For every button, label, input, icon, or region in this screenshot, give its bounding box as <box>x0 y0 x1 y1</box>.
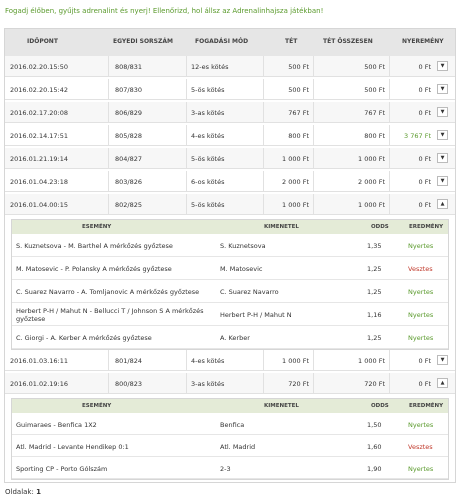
outcome: Benfica <box>220 421 245 429</box>
column-divider <box>108 102 109 123</box>
event-name: Sporting CP - Porto Gólszám <box>16 465 108 473</box>
col-header-date: IDŐPONT <box>27 38 58 45</box>
bet-total: 2 000 Ft <box>358 178 385 186</box>
column-divider <box>108 373 109 394</box>
details-col-header: EREDMÉNY <box>409 403 444 409</box>
pagination <box>5 488 41 496</box>
outcome: S. Kuznetsova <box>220 242 266 250</box>
bet-mode: 5-ös kötés <box>191 201 225 209</box>
bet-mode: 6-os kötés <box>191 178 225 186</box>
column-divider <box>389 171 390 192</box>
bet-date: 2016.02.20.15:50 <box>10 63 69 71</box>
column-divider <box>108 194 109 215</box>
bet-date: 2016.01.02.19:16 <box>10 380 69 388</box>
event-name: C. Suarez Navarro - A. Tomljanovic A mérkőzés győztese <box>16 288 200 296</box>
col-header-id: EGYEDI SORSZÁM <box>113 38 173 45</box>
odds: 1,50 <box>367 421 382 429</box>
outcome: Atl. Madrid <box>220 443 256 451</box>
bet-date: 2016.01.03.16:11 <box>10 357 69 365</box>
table-row <box>5 171 455 192</box>
column-divider <box>186 148 187 169</box>
table-row <box>5 148 455 169</box>
bet-winnings: 0 Ft <box>418 155 431 163</box>
expand-toggle-button[interactable]: ▼ <box>437 130 448 140</box>
bet-winnings: 0 Ft <box>418 178 431 186</box>
col-header-win: NYEREMÉNY <box>402 38 444 45</box>
bet-stake: 1 000 Ft <box>282 201 309 209</box>
column-divider <box>186 102 187 123</box>
bet-winnings: 3 767 Ft <box>404 132 431 140</box>
pager-label: Oldalak: <box>5 488 34 496</box>
column-divider <box>186 373 187 394</box>
bet-stake: 500 Ft <box>288 86 309 94</box>
pager-current-page[interactable]: 1 <box>36 488 41 496</box>
column-divider <box>313 148 314 169</box>
column-divider <box>108 125 109 146</box>
odds: 1,25 <box>367 288 382 296</box>
column-divider <box>263 350 264 371</box>
bet-mode: 5-ös kötés <box>191 86 225 94</box>
outcome: M. Matosevic <box>220 265 263 273</box>
bet-id: 804/827 <box>115 155 143 163</box>
event-name: Atl. Madrid - Levante Hendikep 0:1 <box>16 443 129 451</box>
details-col-header: KIMENETEL <box>264 224 299 230</box>
bet-id: 803/826 <box>115 178 143 186</box>
column-divider <box>263 79 264 100</box>
table-header <box>5 29 455 56</box>
event-name: S. Kuznetsova - M. Barthel A mérkőzés győztese <box>16 242 173 250</box>
column-divider <box>263 171 264 192</box>
table-row <box>5 79 455 100</box>
bet-winnings: 0 Ft <box>418 380 431 388</box>
column-divider <box>263 194 264 215</box>
column-divider <box>313 171 314 192</box>
details-row <box>12 303 448 326</box>
result-badge: Nyertes <box>408 288 434 296</box>
bet-total: 500 Ft <box>364 86 385 94</box>
bet-id: 802/825 <box>115 201 143 209</box>
expand-toggle-button[interactable]: ▼ <box>437 107 448 117</box>
bet-mode: 3-as kötés <box>191 109 225 117</box>
details-col-header: ODDS <box>371 403 389 409</box>
column-divider <box>389 373 390 394</box>
column-divider <box>186 194 187 215</box>
bet-total: 500 Ft <box>364 63 385 71</box>
details-row <box>12 257 448 280</box>
outcome: A. Kerber <box>220 334 250 342</box>
column-divider <box>389 56 390 77</box>
details-row <box>12 413 448 435</box>
outcome: Herbert P-H / Mahut N <box>220 311 292 319</box>
bet-total: 720 Ft <box>364 380 385 388</box>
column-divider <box>186 79 187 100</box>
bet-winnings: 0 Ft <box>418 109 431 117</box>
bet-mode: 4-es kötés <box>191 132 225 140</box>
column-divider <box>389 350 390 371</box>
outcome: 2-3 <box>220 465 231 473</box>
bet-stake: 500 Ft <box>288 63 309 71</box>
bet-stake: 800 Ft <box>288 132 309 140</box>
column-divider <box>313 79 314 100</box>
details-col-header: EREDMÉNY <box>409 224 444 230</box>
odds: 1,25 <box>367 265 382 273</box>
bet-total: 1 000 Ft <box>358 357 385 365</box>
details-col-header: ESEMÉNY <box>82 224 112 230</box>
odds: 1,60 <box>367 443 382 451</box>
column-divider <box>389 148 390 169</box>
result-badge: Vesztes <box>408 265 433 273</box>
expand-toggle-button[interactable]: ▼ <box>437 153 448 163</box>
details-row <box>12 280 448 303</box>
table-row <box>5 373 455 394</box>
event-name: Guimaraes - Benfica 1X2 <box>16 421 97 429</box>
bet-mode: 5-ös kötés <box>191 155 225 163</box>
column-divider <box>313 102 314 123</box>
bet-stake: 1 000 Ft <box>282 155 309 163</box>
column-divider <box>313 373 314 394</box>
column-divider <box>313 125 314 146</box>
bet-winnings: 0 Ft <box>418 201 431 209</box>
bet-total: 1 000 Ft <box>358 201 385 209</box>
details-col-header: ESEMÉNY <box>82 403 112 409</box>
bet-stake: 720 Ft <box>288 380 309 388</box>
odds: 1,16 <box>367 311 382 319</box>
bet-total: 1 000 Ft <box>358 155 385 163</box>
column-divider <box>389 79 390 100</box>
odds: 1,25 <box>367 334 382 342</box>
details-header <box>12 220 448 234</box>
result-badge: Nyertes <box>408 421 434 429</box>
table-row <box>5 350 455 371</box>
expand-toggle-button[interactable]: ▼ <box>437 84 448 94</box>
column-divider <box>389 102 390 123</box>
bet-winnings: 0 Ft <box>418 63 431 71</box>
column-divider <box>108 171 109 192</box>
details-row <box>12 457 448 479</box>
result-badge: Vesztes <box>408 443 433 451</box>
column-divider <box>313 194 314 215</box>
event-name: Herbert P-H / Mahut N - Bellucci T / Johnson S A mérkőzés <box>16 307 204 315</box>
column-divider <box>389 125 390 146</box>
bet-date: 2016.01.04.23:18 <box>10 178 69 186</box>
bet-id: 806/829 <box>115 109 143 117</box>
column-divider <box>263 125 264 146</box>
bet-id: 801/824 <box>115 357 143 365</box>
bet-id: 808/831 <box>115 63 143 71</box>
details-col-header: KIMENETEL <box>264 403 299 409</box>
bet-id: 807/830 <box>115 86 143 94</box>
table-row <box>5 102 455 123</box>
result-badge: Nyertes <box>408 334 434 342</box>
bet-mode: 3-as kötés <box>191 380 225 388</box>
bet-total: 800 Ft <box>364 132 385 140</box>
column-divider <box>313 56 314 77</box>
bet-mode: 12-es kötés <box>191 63 229 71</box>
intro-text: Fogadj élőben, gyűjts adrenalint és nyerj! Ellenőrizd, hol állsz az Adrenalinhajsza játékban! <box>5 7 324 15</box>
table-row <box>5 194 455 215</box>
result-badge: Nyertes <box>408 311 434 319</box>
column-divider <box>263 373 264 394</box>
column-divider <box>186 56 187 77</box>
column-divider <box>186 350 187 371</box>
bet-details-panel <box>11 398 449 480</box>
bet-stake: 1 000 Ft <box>282 357 309 365</box>
column-divider <box>108 79 109 100</box>
col-header-total: TÉT ÖSSZESEN <box>323 38 373 45</box>
result-badge: Nyertes <box>408 465 434 473</box>
bet-stake: 767 Ft <box>288 109 309 117</box>
event-name: C. Giorgi - A. Kerber A mérkőzés győztese <box>16 334 152 342</box>
bet-date: 2016.01.21.19:14 <box>10 155 69 163</box>
column-divider <box>263 56 264 77</box>
bet-total: 767 Ft <box>364 109 385 117</box>
column-divider <box>186 125 187 146</box>
bet-date: 2016.02.14.17:51 <box>10 132 69 140</box>
table-row <box>5 125 455 146</box>
table-row <box>5 56 455 77</box>
event-name: M. Matosevic - P. Polansky A mérkőzés győztese <box>16 265 172 273</box>
expand-toggle-button[interactable]: ▼ <box>437 176 448 186</box>
bet-stake: 2 000 Ft <box>282 178 309 186</box>
bet-id: 805/828 <box>115 132 143 140</box>
details-col-header: ODDS <box>371 224 389 230</box>
collapse-toggle-button[interactable]: ▲ <box>437 378 448 388</box>
result-badge: Nyertes <box>408 242 434 250</box>
bet-mode: 4-es kötés <box>191 357 225 365</box>
col-header-stake: TÉT <box>285 38 298 45</box>
details-row <box>12 326 448 349</box>
col-header-mode: FOGADÁSI MÓD <box>195 38 249 45</box>
odds: 1,90 <box>367 465 382 473</box>
expand-toggle-button[interactable]: ▼ <box>437 355 448 365</box>
bet-date: 2016.01.04.00:15 <box>10 201 69 209</box>
odds: 1,35 <box>367 242 382 250</box>
bet-id: 800/823 <box>115 380 143 388</box>
event-name-cont: győztese <box>16 315 46 323</box>
column-divider <box>108 350 109 371</box>
column-divider <box>389 194 390 215</box>
column-divider <box>186 171 187 192</box>
collapse-toggle-button[interactable]: ▲ <box>437 199 448 209</box>
bet-date: 2016.02.17.20:08 <box>10 109 69 117</box>
details-row <box>12 234 448 257</box>
bet-details-panel <box>11 219 449 350</box>
details-header <box>12 399 448 413</box>
bet-date: 2016.02.20.15:42 <box>10 86 69 94</box>
column-divider <box>313 350 314 371</box>
column-divider <box>263 148 264 169</box>
column-divider <box>263 102 264 123</box>
bet-winnings: 0 Ft <box>418 357 431 365</box>
column-divider <box>108 56 109 77</box>
bets-table <box>4 28 456 483</box>
outcome: C. Suarez Navarro <box>220 288 279 296</box>
expand-toggle-button[interactable]: ▼ <box>437 61 448 71</box>
bet-winnings: 0 Ft <box>418 86 431 94</box>
details-row <box>12 435 448 457</box>
column-divider <box>108 148 109 169</box>
